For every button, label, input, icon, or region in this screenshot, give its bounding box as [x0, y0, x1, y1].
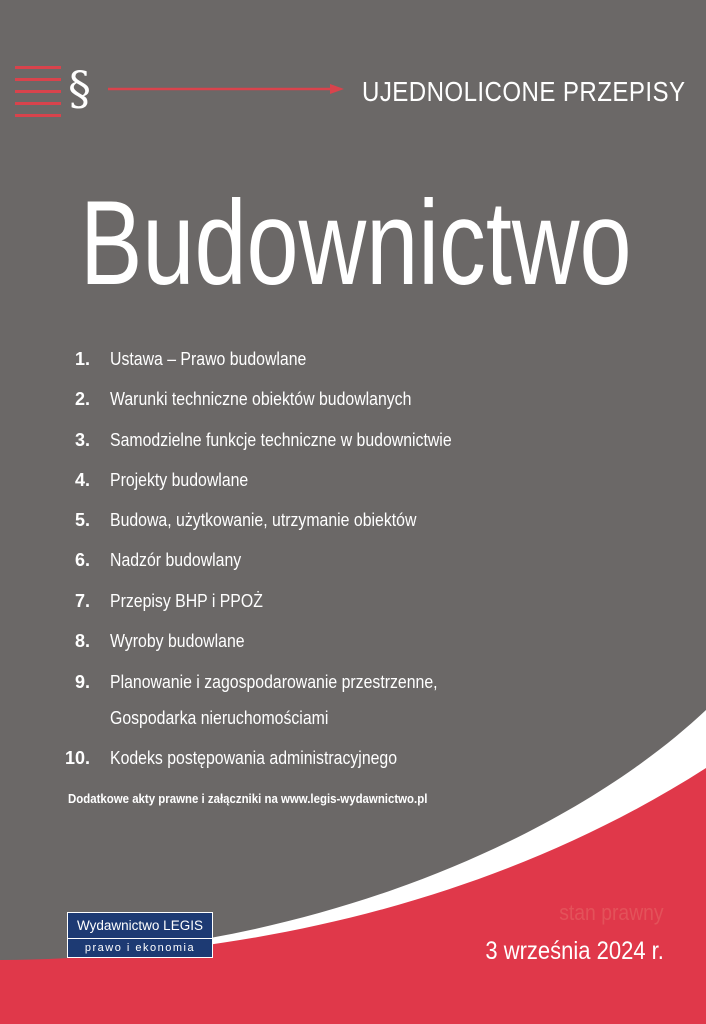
series-label: UJEDNOLICONE PRZEPISY	[362, 76, 686, 107]
toc-item	[0, 670, 706, 728]
toc-item	[0, 746, 706, 770]
toc-item	[0, 468, 706, 492]
toc-text: Przepisy BHP i PPOŻ	[110, 591, 263, 611]
legal-status-date: 3 września 2024 r.	[485, 937, 664, 965]
publisher-name: Wydawnictwo LEGIS	[68, 913, 212, 939]
arrow-right-icon	[108, 83, 344, 95]
publisher-logo	[67, 912, 213, 958]
toc-number: 4.	[74, 470, 90, 490]
toc-item	[0, 548, 706, 572]
book-title: Budownictwo	[80, 176, 632, 310]
toc-text: Budowa, użytkowanie, utrzymanie obiektów	[110, 510, 417, 530]
toc-item	[0, 508, 706, 532]
toc-number: 7.	[74, 591, 90, 611]
legal-status-label: stan prawny	[559, 900, 664, 925]
toc-text: Nadzór budowlany	[110, 550, 242, 570]
toc-item	[0, 347, 706, 371]
toc-text: Ustawa – Prawo budowlane	[110, 349, 307, 369]
toc-item	[0, 428, 706, 452]
toc-text: Warunki techniczne obiektów budowlanych	[110, 389, 412, 409]
toc-text: Kodeks postępowania administracyjnego	[110, 748, 398, 768]
toc-number: 1.	[74, 349, 90, 369]
toc-item	[0, 387, 706, 411]
additional-acts-note: Dodatkowe akty prawne i załączniki na www.legis-wydawnictwo.pl	[68, 791, 428, 806]
toc-text-continuation: Gospodarka nieruchomościami	[110, 708, 329, 728]
toc-number: 6.	[74, 550, 90, 570]
toc-number: 9.	[74, 672, 90, 692]
decorative-lines	[15, 66, 61, 126]
toc-number: 2.	[74, 389, 90, 409]
toc-text: Projekty budowlane	[110, 470, 249, 490]
toc-item	[0, 629, 706, 653]
toc-text: Wyroby budowlane	[110, 631, 245, 651]
toc-number: 5.	[74, 510, 90, 530]
toc-number: 3.	[74, 430, 90, 450]
section-sign-icon: §	[68, 61, 91, 115]
toc-number: 10.	[64, 748, 90, 768]
toc-item	[0, 589, 706, 613]
toc-number: 8.	[74, 631, 90, 651]
toc-text: Planowanie i zagospodarowanie przestrzenne,	[110, 672, 438, 692]
toc-text: Samodzielne funkcje techniczne w budownictwie	[110, 430, 452, 450]
publisher-tagline: prawo i ekonomia	[84, 942, 196, 954]
